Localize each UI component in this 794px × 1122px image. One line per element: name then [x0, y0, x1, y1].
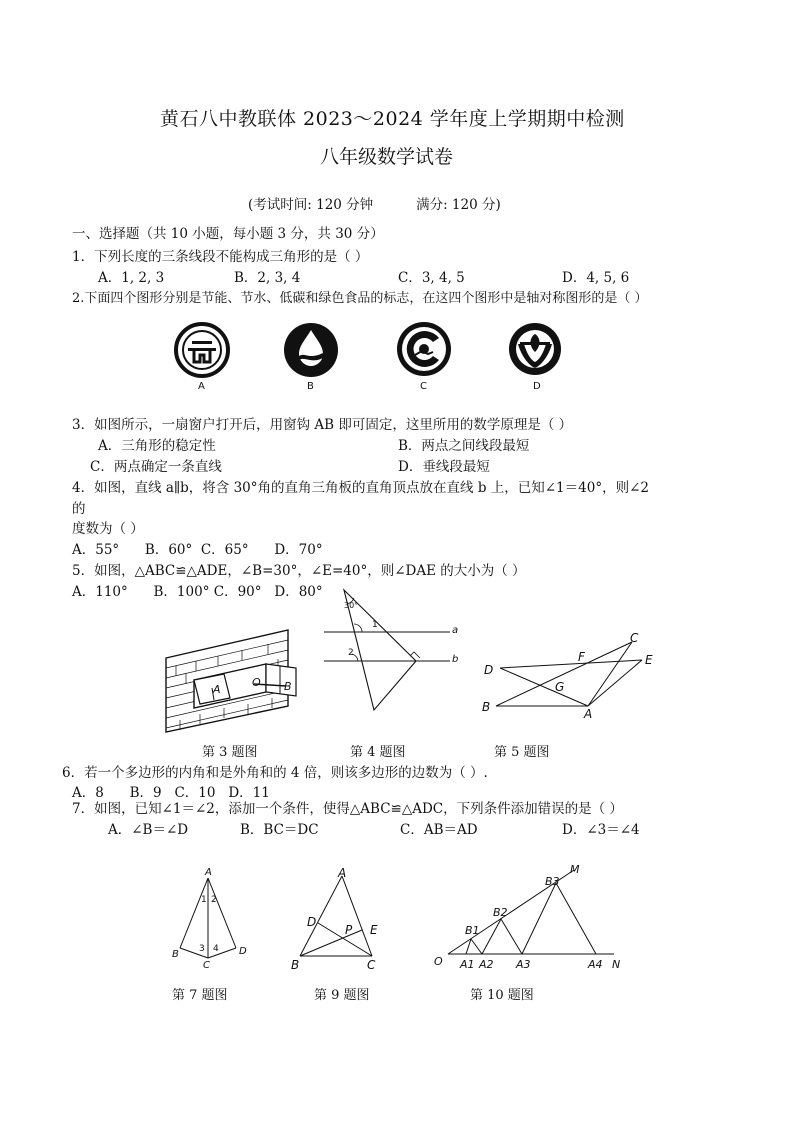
fig5-label-d: D	[484, 663, 494, 677]
logo-d-label: D	[533, 381, 541, 392]
logo-b-label: B	[307, 381, 314, 392]
fig3-label-o: O	[252, 676, 261, 689]
q6-stem: 6．若一个多边形的内角和是外角和的 4 倍，则该多边形的边数为（ ）.	[62, 765, 488, 781]
figure-4-parallel-lines	[322, 586, 462, 716]
fig4-label-a: a	[452, 625, 459, 636]
fig5-label-a: A	[584, 707, 593, 721]
fig10-label-b2: B2	[493, 906, 508, 919]
exam-info: (考试时间: 120 分钟 满分: 120 分)	[248, 197, 501, 213]
exam-title: 黄石八中教联体 2023～2024 学年度上学期期中检测	[160, 108, 625, 130]
q7-option-b: B．BC＝DC	[240, 822, 319, 838]
fig7-label-2: 2	[211, 895, 217, 905]
fig5-label-e: E	[645, 653, 653, 667]
fig4-label-30deg: 30°	[344, 601, 359, 610]
q4-stem-line3: 度数为（ ）	[72, 521, 144, 537]
q3-option-b: B．两点之间线段最短	[398, 438, 530, 454]
logo-c-label: C	[420, 381, 427, 392]
fig7-label-c: C	[203, 960, 210, 971]
figure-10-zigzag	[444, 866, 630, 960]
q1-option-c: C．3, 4, 5	[398, 270, 465, 286]
fig10-label-a4: A4	[588, 958, 603, 971]
q1-option-d: D．4, 5, 6	[562, 270, 630, 286]
q7-option-a: A．∠B＝∠D	[108, 822, 189, 838]
q3-option-c: C．两点确定一条直线	[90, 459, 222, 475]
q4-stem-line2: 的	[72, 501, 86, 517]
fig5-label-b: B	[482, 700, 491, 714]
logo-a-energy-saving	[174, 322, 230, 378]
logo-c-low-carbon	[395, 320, 453, 378]
fig10-label-a2: A2	[479, 958, 494, 971]
caption-fig7: 第 7 题图	[172, 988, 228, 1003]
fig10-label-a1: A1	[460, 958, 475, 971]
fig7-label-4: 4	[213, 944, 219, 954]
fig4-label-1: 1	[372, 620, 378, 630]
q7-stem: 7．如图，已知∠1＝∠2，添加一个条件，使得△ABC≌△ADC，下列条件添加错误的是（ ）	[72, 801, 623, 817]
q4-stem-line1: 4．如图，直线 a∥b，将含 30°角的直角三角板的直角顶点放在直线 b 上，已知∠1＝40°，则∠2	[72, 480, 649, 496]
fig7-label-3: 3	[199, 944, 205, 954]
fig5-label-f: F	[578, 650, 585, 664]
q3-stem: 3．如图所示，一扇窗户打开后，用窗钩 AB 即可固定，这里所用的数学原理是（ ）	[72, 417, 573, 433]
fig10-label-b1: B1	[465, 924, 480, 937]
logo-d-green-food	[508, 322, 562, 376]
exam-subtitle: 八年级数学试卷	[320, 146, 454, 168]
figure-7-kite	[172, 874, 248, 964]
fig7-label-b: B	[172, 949, 179, 960]
fig4-label-2: 2	[348, 648, 354, 658]
logo-a-label: A	[198, 381, 205, 392]
fig10-label-o: O	[434, 955, 443, 968]
fig7-label-1: 1	[201, 895, 207, 905]
fig10-label-b3: B3	[545, 875, 560, 888]
fig7-label-d: D	[239, 946, 247, 957]
q1-option-a: A．1, 2, 3	[98, 270, 165, 286]
fig3-label-b: B	[284, 680, 292, 693]
caption-fig4: 第 4 题图	[350, 745, 406, 760]
fig10-label-m: M	[570, 863, 580, 876]
fig9-label-e: E	[370, 923, 378, 937]
fig9-label-b: B	[291, 958, 300, 972]
q5-options: A．110° B．100° C．90° D．80°	[72, 584, 323, 600]
fig5-label-g: G	[555, 680, 565, 694]
fig4-label-b: b	[452, 654, 459, 665]
q6-options: A．8 B．9 C．10 D．11	[72, 785, 270, 801]
fig7-label-a: A	[205, 867, 212, 878]
fig3-label-a: A	[213, 683, 221, 696]
q4-options: A．55° B．60° C．65° D．70°	[72, 542, 323, 558]
caption-fig9: 第 9 题图	[314, 988, 370, 1003]
fig9-label-p: P	[345, 923, 353, 937]
figure-3-window	[164, 628, 292, 732]
fig10-label-a3: A3	[516, 958, 531, 971]
q1-option-b: B．2, 3, 4	[234, 270, 301, 286]
caption-fig3: 第 3 题图	[202, 745, 258, 760]
q3-option-a: A．三角形的稳定性	[98, 438, 216, 454]
figure-5-triangles	[480, 630, 650, 722]
q7-option-d: D．∠3＝∠4	[562, 822, 640, 838]
fig10-label-n: N	[612, 958, 621, 971]
q3-option-d: D．垂线段最短	[398, 459, 490, 475]
fig9-label-a: A	[338, 866, 347, 880]
fig9-label-c: C	[367, 958, 376, 972]
fig9-label-d: D	[307, 915, 317, 929]
section-heading: 一、选择题（共 10 小题，每小题 3 分，共 30 分）	[72, 226, 384, 242]
caption-fig10: 第 10 题图	[470, 988, 534, 1003]
caption-fig5: 第 5 题图	[494, 745, 550, 760]
logo-b-water-saving	[283, 322, 339, 378]
fig5-label-c: C	[630, 631, 639, 645]
q7-option-c: C．AB＝AD	[400, 822, 478, 838]
q5-stem: 5．如图，△ABC≌△ADE，∠B=30°，∠E=40°，则∠DAE 的大小为（ ）	[72, 563, 526, 579]
q1-stem: 1．下列长度的三条线段不能构成三角形的是（ ）	[72, 249, 369, 265]
q2-stem: 2.下面四个图形分别是节能、节水、低碳和绿色食品的标志，在这四个图形中是轴对称图形的是（ ）	[72, 291, 648, 306]
